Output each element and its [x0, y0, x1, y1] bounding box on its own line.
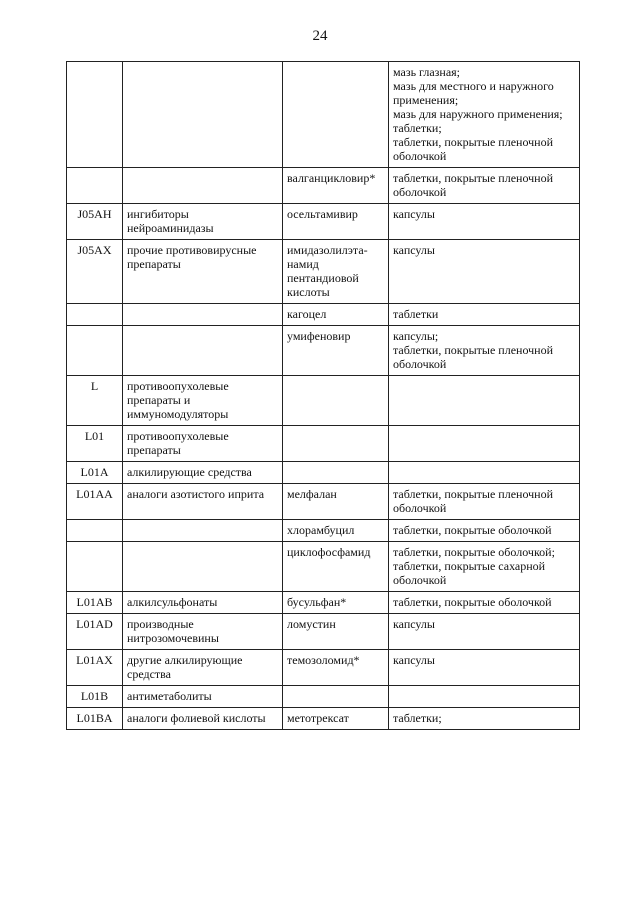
atc-code-cell: L01B [67, 686, 123, 708]
atc-group-cell [123, 304, 283, 326]
drug-name-cell: хлорамбуцил [283, 520, 389, 542]
atc-code-cell: L01AA [67, 484, 123, 520]
atc-code-cell: L01 [67, 426, 123, 462]
atc-code-cell [67, 168, 123, 204]
atc-group-cell: алкилсульфонаты [123, 592, 283, 614]
atc-code-cell: L01AD [67, 614, 123, 650]
atc-group-cell: алкилирующие средства [123, 462, 283, 484]
table-row [67, 426, 580, 462]
dosage-form-cell: капсулы [389, 240, 580, 304]
atc-code-cell: L01A [67, 462, 123, 484]
drug-name-cell [283, 62, 389, 168]
atc-group-cell: антиметаболиты [123, 686, 283, 708]
atc-code-cell [67, 520, 123, 542]
drug-name-cell [283, 376, 389, 426]
table-row [67, 376, 580, 426]
drug-name-cell: умифеновир [283, 326, 389, 376]
atc-group-cell: ингибиторы нейроаминидазы [123, 204, 283, 240]
drug-name-cell: метотрексат [283, 708, 389, 730]
dosage-form-cell: таблетки; [389, 708, 580, 730]
atc-group-cell: противоопухолевые препараты [123, 426, 283, 462]
atc-group-cell: другие алкилирующие средства [123, 650, 283, 686]
drug-table [66, 61, 580, 730]
atc-group-cell: аналоги фолиевой кислоты [123, 708, 283, 730]
drug-name-cell: темозоломид* [283, 650, 389, 686]
dosage-form-cell: капсулы [389, 650, 580, 686]
dosage-form-cell: таблетки, покрытые пленочной оболочкой [389, 484, 580, 520]
table-row [67, 240, 580, 304]
drug-name-cell: циклофосфамид [283, 542, 389, 592]
atc-group-cell [123, 62, 283, 168]
drug-name-cell: бусульфан* [283, 592, 389, 614]
atc-code-cell [67, 326, 123, 376]
atc-code-cell: L [67, 376, 123, 426]
page-number: 24 [312, 28, 328, 44]
dosage-form-cell [389, 426, 580, 462]
table-body [67, 62, 580, 730]
drug-name-cell: кагоцел [283, 304, 389, 326]
dosage-form-cell: капсулы [389, 614, 580, 650]
table-row [67, 542, 580, 592]
dosage-form-cell: таблетки, покрытые оболочкой; таблетки, покрытые сахарной оболочкой [389, 542, 580, 592]
atc-code-cell [67, 62, 123, 168]
atc-code-cell: L01AB [67, 592, 123, 614]
atc-group-cell [123, 168, 283, 204]
atc-group-cell [123, 326, 283, 376]
dosage-form-cell: таблетки, покрытые оболочкой [389, 520, 580, 542]
atc-code-cell: L01AX [67, 650, 123, 686]
drug-name-cell: валганцикловир* [283, 168, 389, 204]
drug-name-cell: мелфалан [283, 484, 389, 520]
table-row [67, 204, 580, 240]
table-row [67, 168, 580, 204]
table-row [67, 462, 580, 484]
atc-code-cell: J05AH [67, 204, 123, 240]
dosage-form-cell: таблетки, покрытые оболочкой [389, 592, 580, 614]
dosage-form-cell [389, 376, 580, 426]
table-row [67, 62, 580, 168]
atc-code-cell: L01BA [67, 708, 123, 730]
atc-group-cell: противоопухолевые препараты и иммуномодуляторы [123, 376, 283, 426]
dosage-form-cell: таблетки, покрытые пленочной оболочкой [389, 168, 580, 204]
atc-code-cell [67, 304, 123, 326]
table-row [67, 650, 580, 686]
drug-name-cell: имидазолилэта- намид пентандиовой кислоты [283, 240, 389, 304]
dosage-form-cell: капсулы; таблетки, покрытые пленочной оболочкой [389, 326, 580, 376]
table-row [67, 520, 580, 542]
table-row [67, 592, 580, 614]
table-row [67, 484, 580, 520]
table-row [67, 708, 580, 730]
dosage-form-cell [389, 686, 580, 708]
atc-group-cell: прочие противовирусные препараты [123, 240, 283, 304]
atc-code-cell: J05AX [67, 240, 123, 304]
table-row [67, 326, 580, 376]
drug-name-cell [283, 686, 389, 708]
table-row [67, 304, 580, 326]
atc-code-cell [67, 542, 123, 592]
dosage-form-cell: капсулы [389, 204, 580, 240]
drug-name-cell: осельтамивир [283, 204, 389, 240]
drug-name-cell: ломустин [283, 614, 389, 650]
drug-name-cell [283, 462, 389, 484]
atc-group-cell [123, 520, 283, 542]
dosage-form-cell: таблетки [389, 304, 580, 326]
dosage-form-cell: мазь глазная; мазь для местного и наружного применения; мазь для наружного применения; таблетки; таблетки, покрытые пленочной оболочкой [389, 62, 580, 168]
atc-group-cell [123, 542, 283, 592]
dosage-form-cell [389, 462, 580, 484]
table-row [67, 686, 580, 708]
drug-name-cell [283, 426, 389, 462]
atc-group-cell: производные нитрозомочевины [123, 614, 283, 650]
atc-group-cell: аналоги азотистого иприта [123, 484, 283, 520]
table-row [67, 614, 580, 650]
